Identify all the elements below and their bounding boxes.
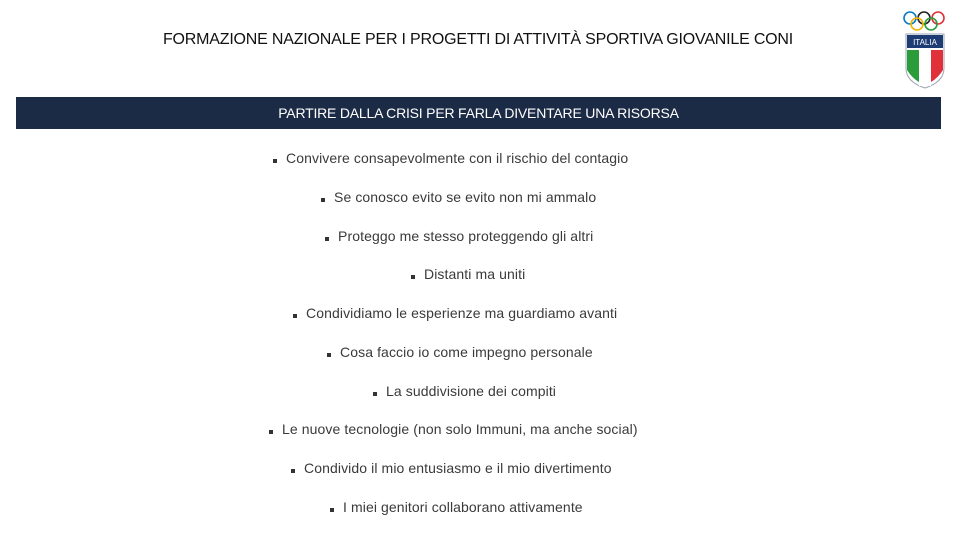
list-item-text: Condivido il mio entusiasmo e il mio divertimento bbox=[304, 460, 612, 476]
bullet-marker bbox=[330, 508, 334, 512]
bullet-marker bbox=[327, 353, 331, 357]
list-item-text: I miei genitori collaborano attivamente bbox=[343, 499, 583, 515]
list-item bbox=[291, 458, 612, 478]
list-item-text: Se conosco evito se evito non mi ammalo bbox=[334, 189, 597, 205]
list-item bbox=[325, 226, 593, 246]
list-item-text: Proteggo me stesso proteggendo gli altri bbox=[338, 228, 594, 244]
banner-text: PARTIRE DALLA CRISI PER FARLA DIVENTARE UNA RISORSA bbox=[278, 105, 679, 121]
list-item-text: Distanti ma uniti bbox=[424, 266, 526, 282]
bullet-marker bbox=[373, 392, 377, 396]
bullet-marker bbox=[291, 469, 295, 473]
list-item bbox=[327, 342, 593, 362]
bullet-marker bbox=[411, 275, 415, 279]
bullet-marker bbox=[269, 430, 273, 434]
logo-text: ITALIA bbox=[913, 38, 937, 47]
list-item-text: Convivere consapevolmente con il rischio del contagio bbox=[286, 150, 629, 166]
list-item bbox=[411, 264, 525, 284]
list-item bbox=[273, 148, 628, 168]
list-item bbox=[373, 381, 556, 401]
list-item bbox=[330, 497, 583, 517]
bullet-marker bbox=[321, 198, 325, 202]
list-item-text: La suddivisione dei compiti bbox=[386, 383, 557, 399]
list-item-text: Cosa faccio io come impegno personale bbox=[340, 344, 593, 360]
list-item bbox=[321, 187, 596, 207]
list-item bbox=[293, 303, 617, 323]
page-title: FORMAZIONE NAZIONALE PER I PROGETTI DI ATTIVITÀ SPORTIVA GIOVANILE CONI bbox=[162, 31, 794, 48]
bullet-marker bbox=[273, 159, 277, 163]
list-item bbox=[269, 419, 638, 439]
bullet-marker bbox=[293, 314, 297, 318]
list-item-text: Condividiamo le esperienze ma guardiamo avanti bbox=[306, 305, 618, 321]
list-item-text: Le nuove tecnologie (non solo Immuni, ma anche social) bbox=[282, 421, 638, 437]
bullet-marker bbox=[325, 237, 329, 241]
